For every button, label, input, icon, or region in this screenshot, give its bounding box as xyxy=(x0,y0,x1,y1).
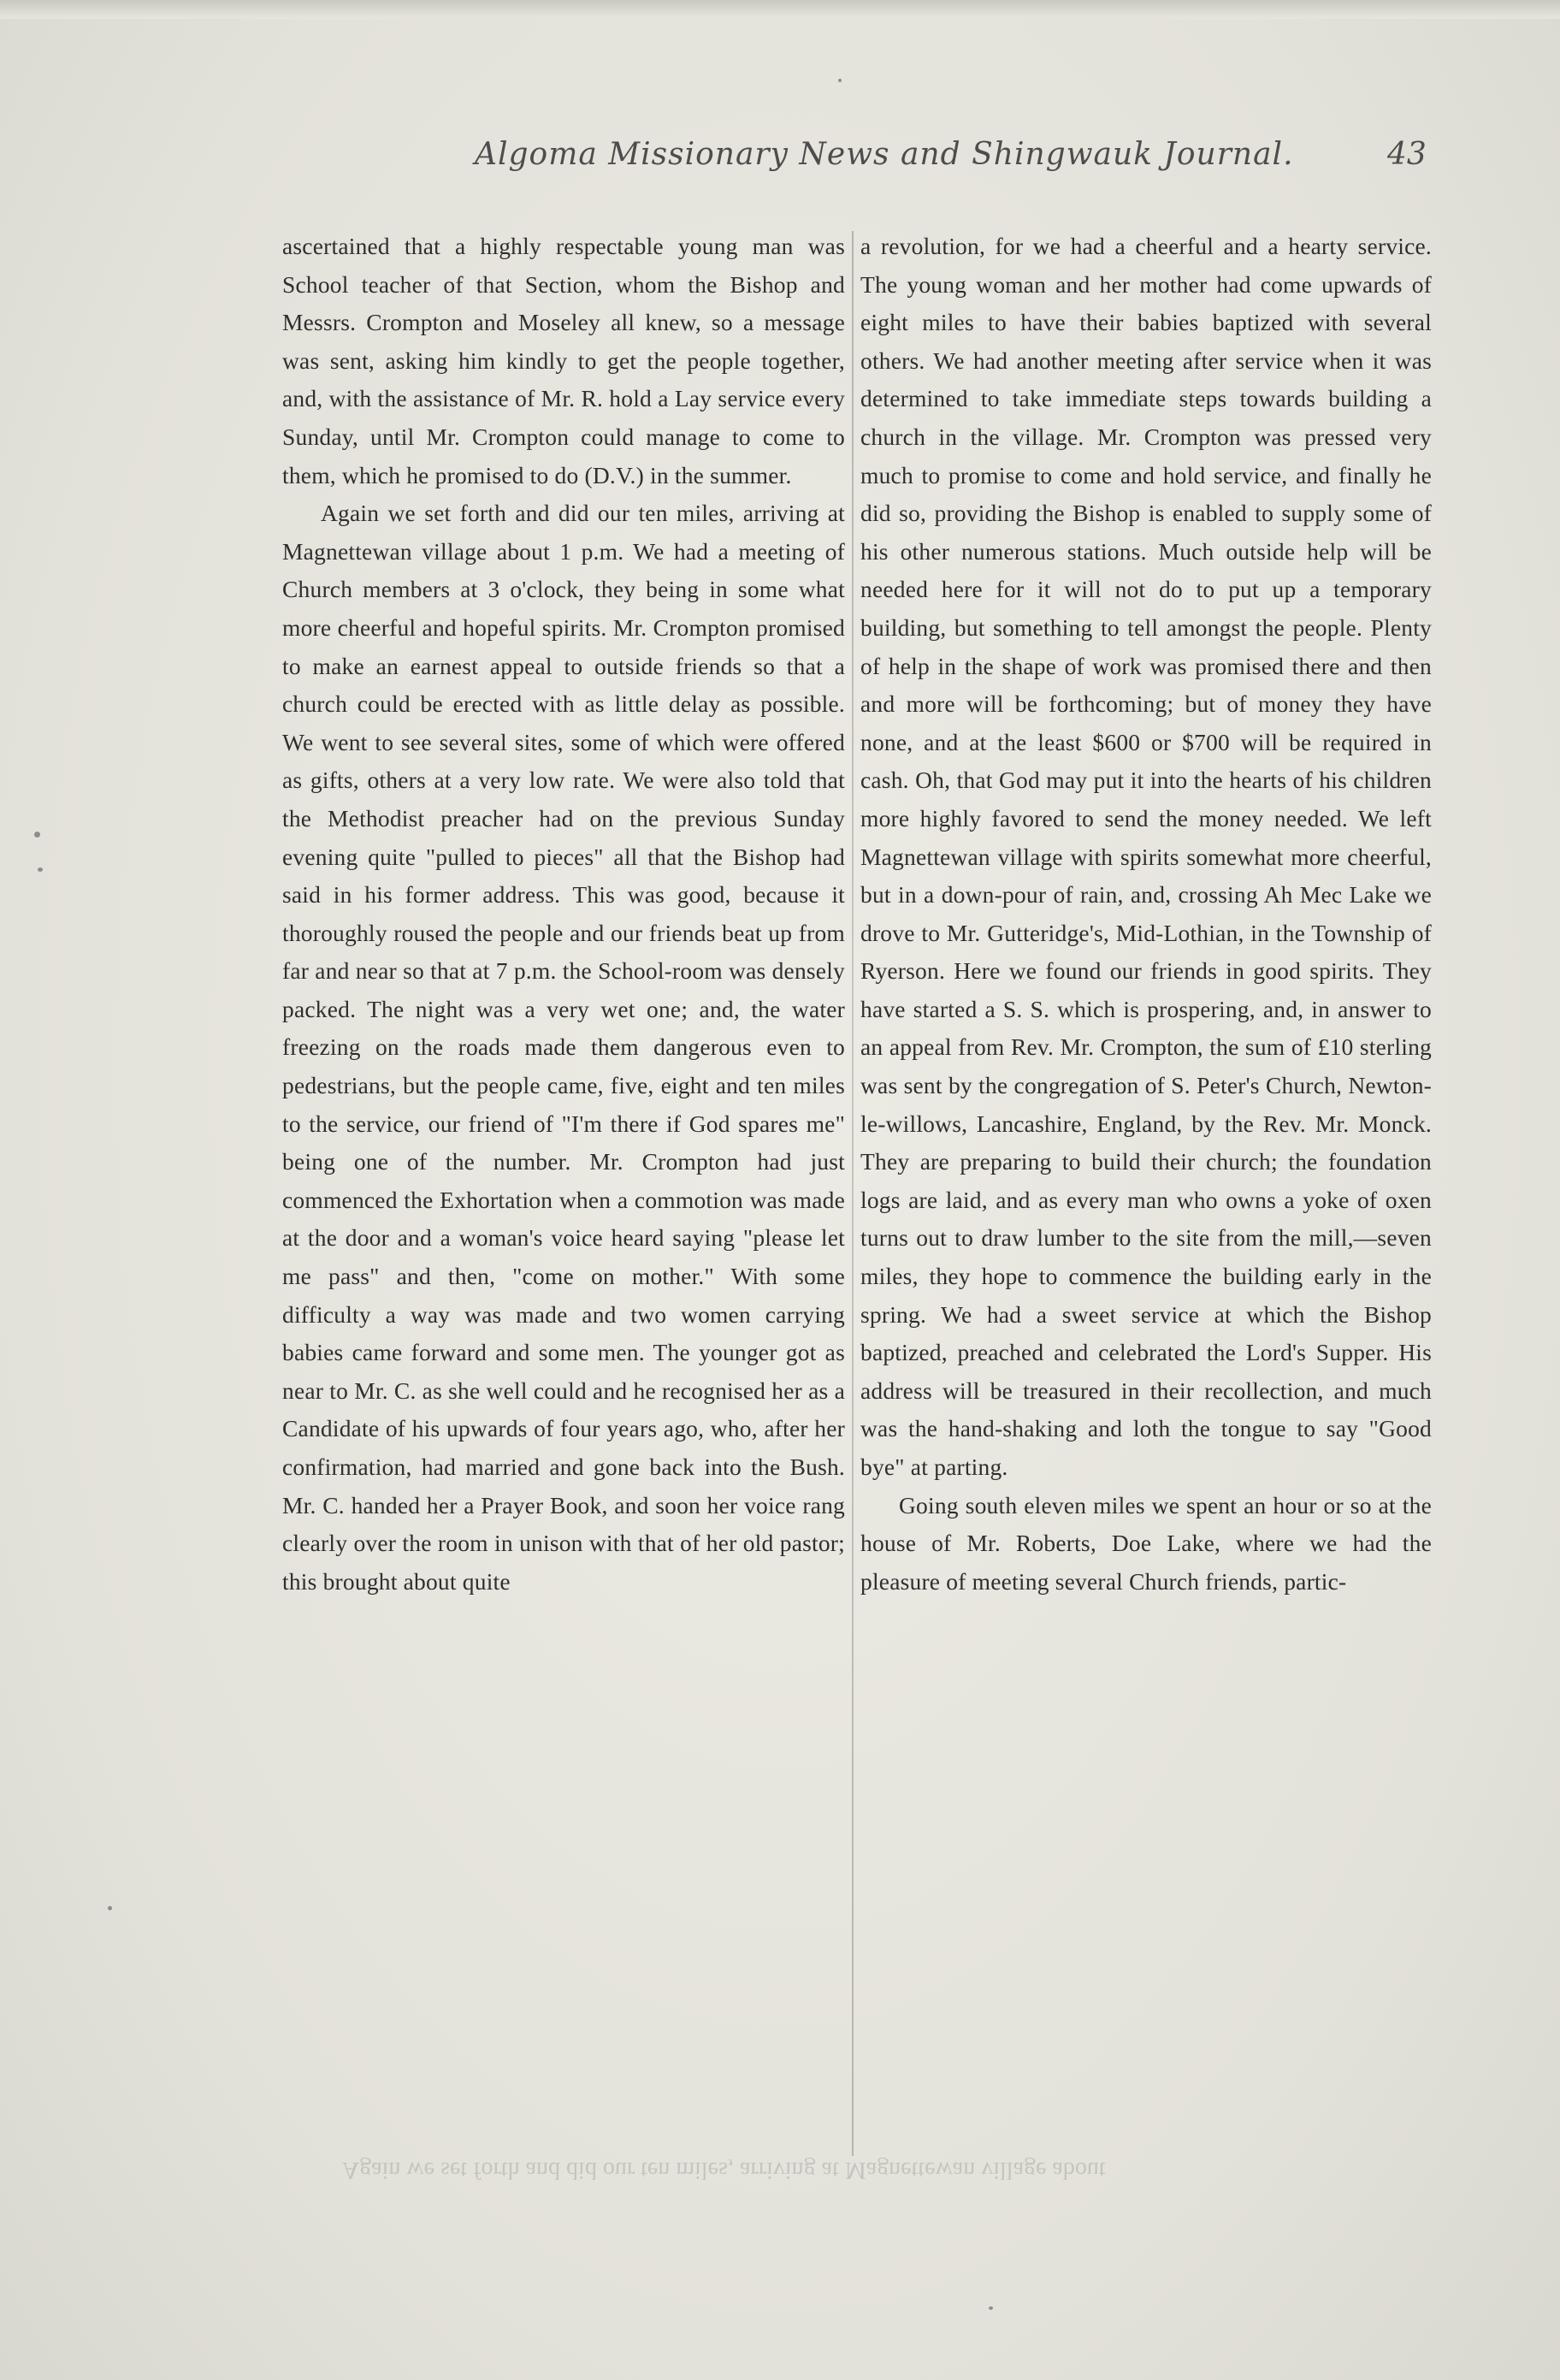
ink-speck xyxy=(108,1906,112,1910)
ink-speck xyxy=(989,2306,993,2310)
right-paragraph-2: Going south eleven miles we spent an hour or so at the house of Mr. Roberts, Doe Lake, where we had the pleasure of meeting several Church friends, partic- xyxy=(860,1491,1432,1595)
ink-speck xyxy=(38,867,43,872)
left-column xyxy=(282,228,845,1601)
page-header xyxy=(0,137,1560,188)
right-paragraph-1: a revolution, for we had a cheerful and a hearty service. The young woman and her mother had come upwards of eight miles to have their babies baptized with several others. We had another meeting after service when it was determined to take immediate steps towards building a church in the village. Mr. Crompton was pressed very much to promise to come and hold service, and finally he did so, providing the Bishop is enabled to supply some of his other numerous stations. Much outside help will be needed here for it will not do to put up a temporary building, but something to tell amongst the people. Plenty of help in the shape of work was promised there and then and more will be forthcoming; but of money they have none, and at the least $600 or $700 will be required in cash. Oh, that God may put it into the hearts of his children more highly favored to send the money needed. We left Magnettewan village with spirits somewhat more cheerful, but in a down-pour of rain, and, crossing Ah Mec Lake we drove to Mr. Gutteridge's, Mid-Lothian, in the Township of Ryerson. Here we found our friends in good spirits. They have started a S. S. which is prospering, and, in answer to an appeal from Rev. Mr. Crompton, the sum of £10 sterling was sent by the congregation of S. Peter's Church, Newton-le-willows, Lancashire, England, by the Rev. Mr. Monck. They are preparing to build their church; the foundation logs are laid, and as every man who owns a yoke of oxen turns out to draw lumber to the site from the mill,—seven miles, they hope to commence the building early in the spring. We had a sweet service at which the Bishop baptized, preached and celebrated the Lord's Supper. His address will be treasured in their recollection, and much was the hand-shaking and loth the tongue to say "Good bye" at parting. xyxy=(860,233,1432,1480)
column-divider xyxy=(852,231,854,2156)
right-column xyxy=(860,228,1432,1601)
ink-speck xyxy=(34,832,40,838)
running-title: Algoma Missionary News and Shingwauk Journal. xyxy=(475,137,1294,172)
ink-speck xyxy=(838,79,842,82)
page-top-edge xyxy=(0,0,1560,19)
left-paragraph-2: Again we set forth and did our ten miles, arriving at Magnettewan village about 1 p.m. We had a meeting of Church members at 3 o'clock, they being in some what more cheerful and hopeful spirits. Mr. Crompton promised to make an earnest appeal to outside friends so that a church could be erected with as little delay as possible. We went to see several sites, some of which were offered as gifts, others at a very low rate. We were also told that the Methodist preacher had on the previous Sunday evening quite "pulled to pieces" all that the Bishop had said in his former address. This was good, because it thoroughly roused the people and our friends beat up from far and near so that at 7 p.m. the School-room was densely packed. The night was a very wet one; and, the water freezing on the roads made them dangerous even to pedestrians, but the people came, five, eight and ten miles to the service, our friend of "I'm there if God spares me" being one of the number. Mr. Crompton had just commenced the Exhortation when a commotion was made at the door and a woman's voice heard saying "please let me pass" and then, "come on mother." With some difficulty a way was made and two women carrying babies came forward and some men. The younger got as near to Mr. C. as she well could and he recognised her as a Candidate of his upwards of four years ago, who, after her confirmation, had married and gone back into the Bush. Mr. C. handed her a Prayer Book, and soon her voice rang clearly over the room in unison with that of her old pastor; this brought about quite xyxy=(282,500,845,1595)
bleed-through-text: Again we set forth and did our ten miles, arriving at Magnettewan village about xyxy=(342,2157,1106,2183)
left-paragraph-1: ascertained that a highly respectable young man was School teacher of that Section, whom the Bishop and Messrs. Crompton and Moseley all knew, so a message was sent, asking him kindly to get the people together, and, with the assistance of Mr. R. hold a Lay service every Sunday, until Mr. Crompton could manage to come to them, which he promised to do (D.V.) in the summer. xyxy=(282,233,845,488)
page-number: 43 xyxy=(1387,137,1427,172)
